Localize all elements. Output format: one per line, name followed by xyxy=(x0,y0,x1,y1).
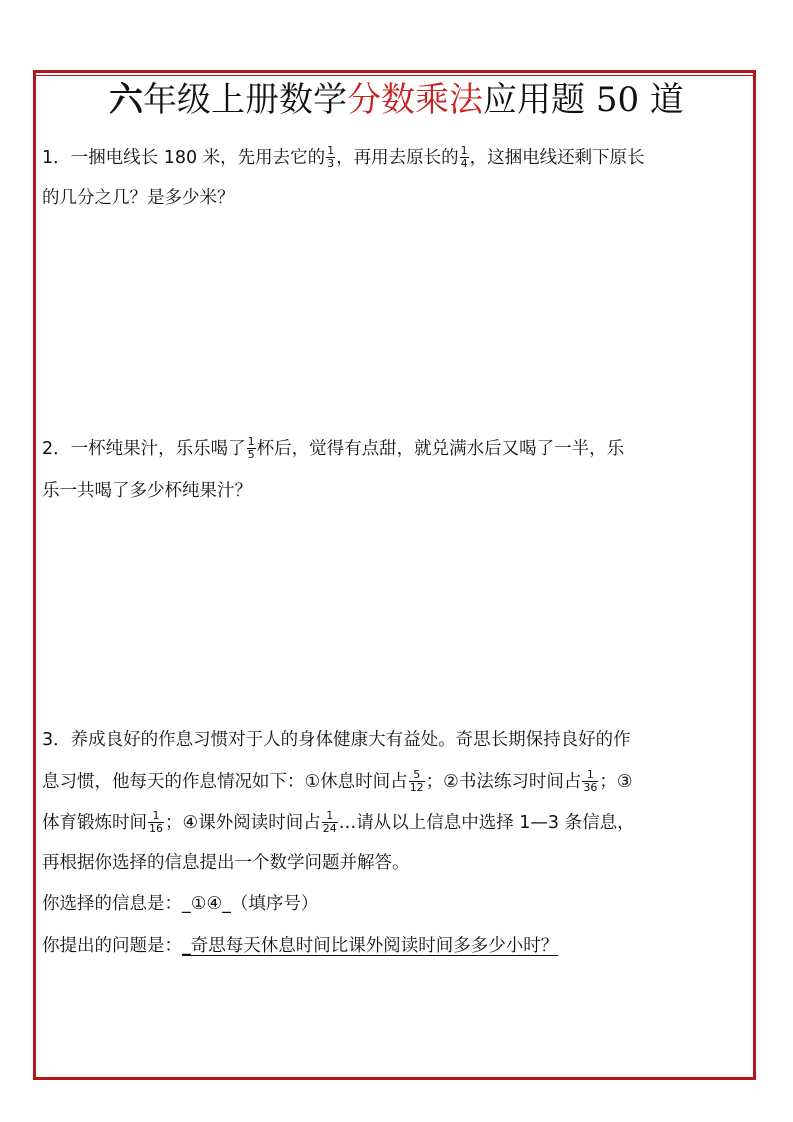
numerator: 1 xyxy=(460,143,468,157)
proposed-question-line xyxy=(42,926,754,966)
question-3-line-3 xyxy=(42,803,754,843)
question-3-line-4: 再根据你选择的信息提出一个数学问题并解答。 xyxy=(42,853,410,873)
title-grade-text: 年级上册数学 xyxy=(143,80,348,120)
question-3-line-2 xyxy=(42,762,754,802)
text: 息习惯，他每天的作息情况如下：①休息时间占 xyxy=(42,772,408,792)
text: 杯后，觉得有点甜，就兑满水后又喝了一半，乐 xyxy=(256,439,625,459)
text: 体育锻炼时间 xyxy=(42,813,147,833)
fraction xyxy=(409,769,425,794)
text: 2．一杯纯果汁，乐乐喝了 xyxy=(42,439,246,459)
question-1-line-2: 的几分之几？是多少米？ xyxy=(42,188,235,208)
question-2-line-1 xyxy=(42,429,754,469)
fraction xyxy=(326,145,335,170)
question-2-line-2: 乐一共喝了多少杯纯果汁？ xyxy=(42,481,252,501)
numerator: 1 xyxy=(327,143,335,157)
title-topic: 分数乘法 xyxy=(347,80,484,120)
fraction xyxy=(582,769,598,794)
selected-info-answer: _①④_ xyxy=(182,894,231,914)
question-1-line-1 xyxy=(42,138,754,178)
text: ，再用去原长的 xyxy=(336,148,459,168)
numerator: 1 xyxy=(322,810,338,823)
text: ，这捆电线还剩下原长 xyxy=(469,148,645,168)
page-title xyxy=(0,76,793,124)
question-3-line-1: 3．养成良好的作息习惯对于人的身体健康大有益处。奇思长期保持良好的作 xyxy=(42,730,631,750)
numerator: 1 xyxy=(148,810,164,823)
label: 你选择的信息是： xyxy=(42,894,182,914)
hint: （填序号） xyxy=(230,894,319,914)
text: …请从以上信息中选择 1—3 条信息， xyxy=(338,813,635,833)
denominator: 3 xyxy=(327,156,335,170)
selected-info-line xyxy=(42,884,754,924)
numerator: 1 xyxy=(582,769,598,782)
fraction xyxy=(247,436,256,461)
fraction xyxy=(460,145,469,170)
text: ；③ xyxy=(599,772,633,792)
text: ；④课外阅读时间占 xyxy=(165,813,321,833)
title-grade-number: 六 xyxy=(109,80,144,120)
numerator: 1 xyxy=(247,434,255,448)
denominator: 36 xyxy=(583,780,598,794)
fraction xyxy=(322,810,338,835)
denominator: 4 xyxy=(460,156,468,170)
denominator: 5 xyxy=(247,447,255,461)
title-suffix: 应用题 50 道 xyxy=(483,80,684,120)
proposed-question-answer: _奇思每天休息时间比课外阅读时间多多少小时？ xyxy=(182,936,559,956)
denominator: 16 xyxy=(149,821,163,835)
denominator: 24 xyxy=(322,821,337,835)
denominator: 12 xyxy=(409,780,424,794)
text: 1．一捆电线长 180 米，先用去它的 xyxy=(42,148,326,168)
text: ；②书法练习时间占 xyxy=(425,772,582,792)
fraction xyxy=(148,810,164,835)
numerator: 5 xyxy=(409,769,425,782)
label: 你提出的问题是： xyxy=(42,936,182,956)
